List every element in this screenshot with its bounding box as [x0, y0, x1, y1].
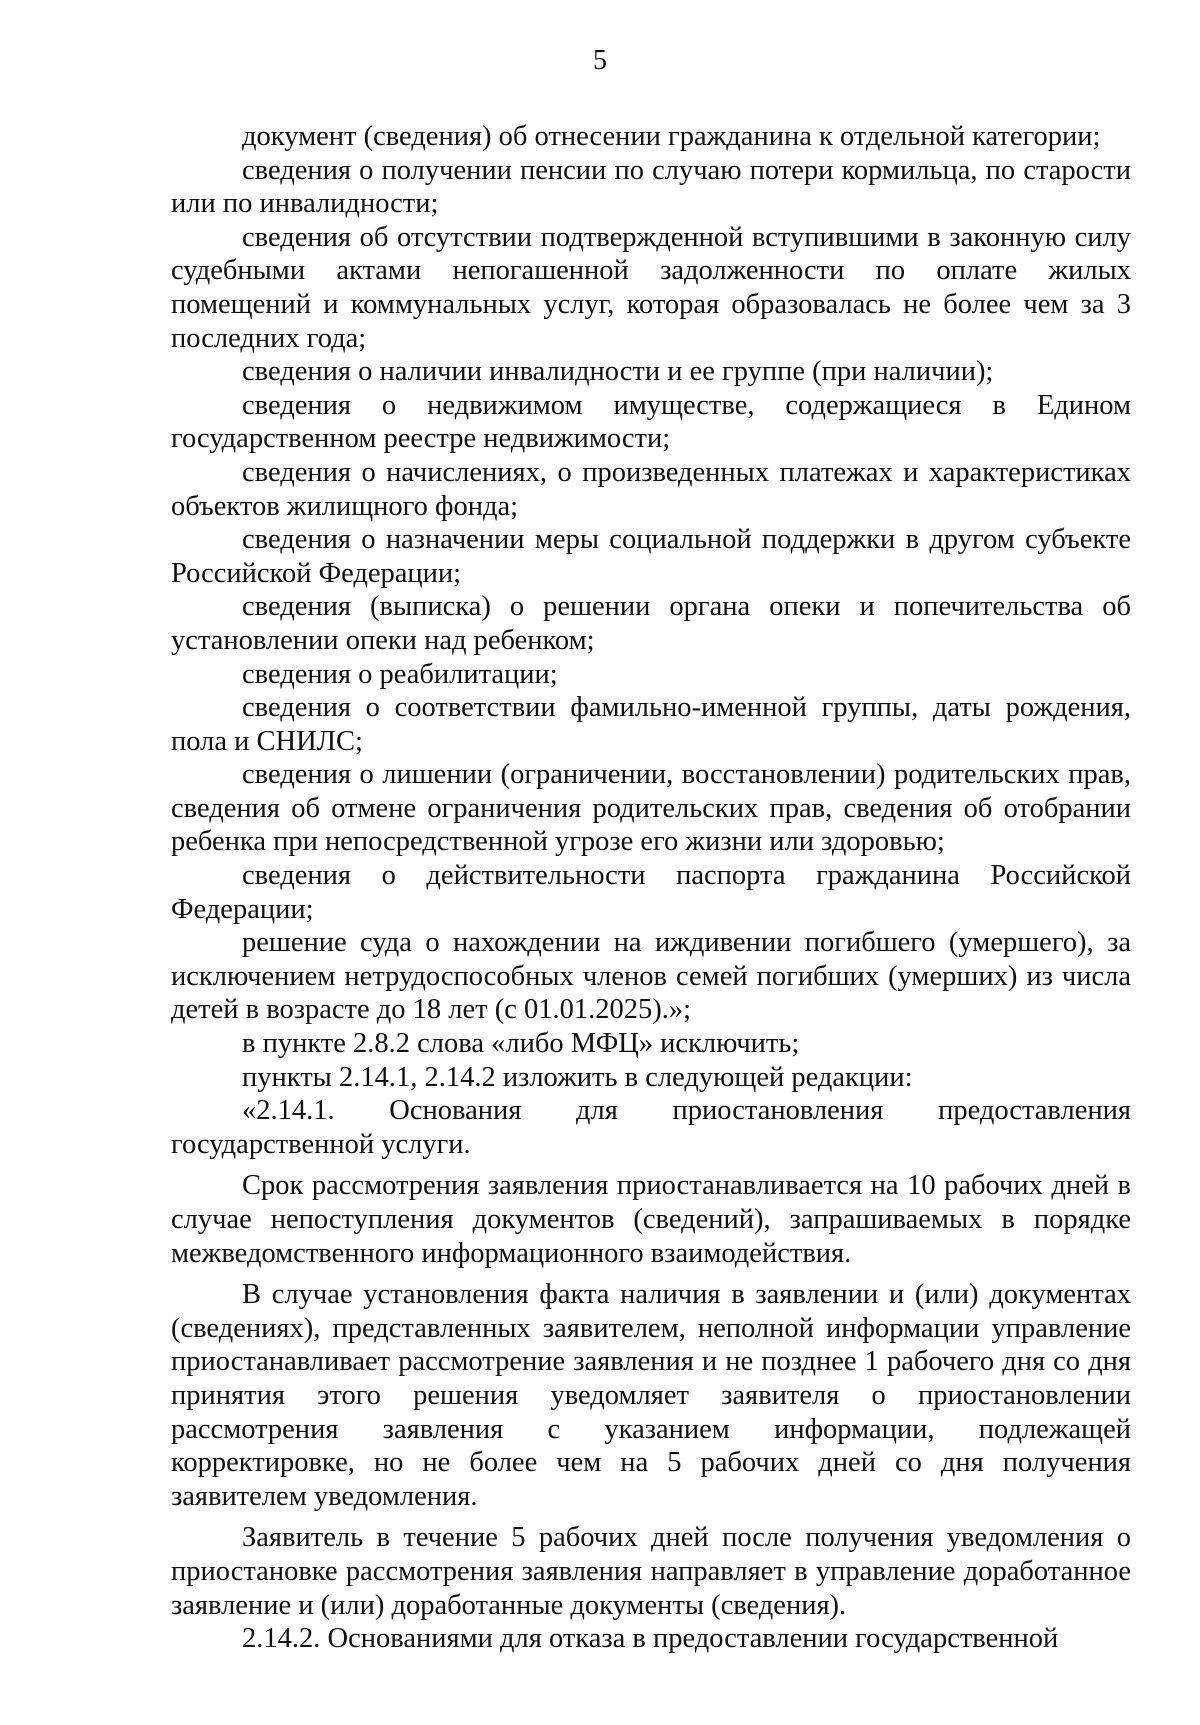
paragraph-incomplete-info: В случае установления факта наличия в заявлении и (или) документах (сведениях), представленных заявителем, неполной информации управление приостанавливает рассмотрение заявления и не позднее 1 рабочего дня со дня принятия этого решения уведомляет заявителя о приостановлении рассмотрения заявления с указанием информации, подлежащей корректировке, но не более чем на 5 рабочих дней со дня получения заявителем уведомления. — [171, 1279, 1131, 1512]
paragraph-pension-info: сведения о получении пенсии по случаю потери кормильца, по старости или по инвалидности; — [171, 154, 1131, 220]
paragraph-applicant-resubmission: Заявитель в течение 5 рабочих дней после получения уведомления о приостановке рассмотрения заявления направляет в управление доработанное заявление и (или) доработанные документы (сведения). — [171, 1522, 1131, 1621]
paragraph-guardianship-info: сведения (выписка) о решении органа опеки и попечительства об установлении опеки над ребенком; — [171, 591, 1131, 656]
paragraph-real-estate-info: сведения о недвижимом имуществе, содержащиеся в Едином государственном реестре недвижимости; — [171, 389, 1131, 455]
paragraph-court-decision: решение суда о нахождении на иждивении погибшего (умершего), за исключением нетрудоспособных членов семей погибших (умерших) из числа детей в возрасте до 18 лет (с 01.01.2025).»; — [171, 927, 1131, 1026]
paragraph-passport-info: сведения о действительности паспорта гражданина Российской Федерации; — [171, 860, 1131, 925]
paragraph-clause-2-14-1: «2.14.1. Основания для приостановления предоставления государственной услуги. — [171, 1095, 1131, 1160]
paragraph-debt-info: сведения об отсутствии подтвержденной вступившими в законную силу судебными актами непогашенной задолженности по оплате жилых помещений и коммунальных услуг, которая образовалась не более чем за 3 последних года; — [171, 221, 1131, 354]
paragraph-snils-info: сведения о соответствии фамильно-именной группы, даты рождения, пола и СНИЛС; — [171, 692, 1131, 757]
paragraph-clause-2-8-2: в пункте 2.8.2 слова «либо МФЦ» исключить; — [242, 1028, 800, 1060]
paragraph-clauses-2-14: пункты 2.14.1, 2.14.2 изложить в следующей редакции: — [242, 1061, 913, 1093]
paragraph-category-document: документ (сведения) об отнесении гражданина к отдельной категории; — [242, 121, 1101, 152]
paragraph-housing-payments-info: сведения о начислениях, о произведенных платежах и характеристиках объектов жилищного фонда; — [171, 456, 1131, 522]
document-body — [171, 120, 1131, 1656]
paragraph-rehabilitation-info: сведения о реабилитации; — [242, 658, 558, 690]
paragraph-social-support-info: сведения о назначении меры социальной поддержки в другом субъекте Российской Федерации; — [171, 524, 1131, 589]
page-number: 5 — [593, 45, 607, 76]
paragraph-disability-info: сведения о наличии инвалидности и ее группе (при наличии); — [242, 356, 994, 388]
paragraph-clause-2-14-2: 2.14.2. Основаниями для отказа в предоставлении государственной — [242, 1623, 1059, 1655]
paragraph-suspension-term: Срок рассмотрения заявления приостанавливается на 10 рабочих дней в случае непоступления документов (сведений), запрашиваемых в порядке межведомственного информационного взаимодействия. — [171, 1170, 1131, 1269]
paragraph-parental-rights-info: сведения о лишении (ограничении, восстановлении) родительских прав, сведения об отмене ограничения родительских прав, сведения об отобрании ребенка при непосредственной угрозе его жизни или здоровью; — [171, 759, 1131, 858]
